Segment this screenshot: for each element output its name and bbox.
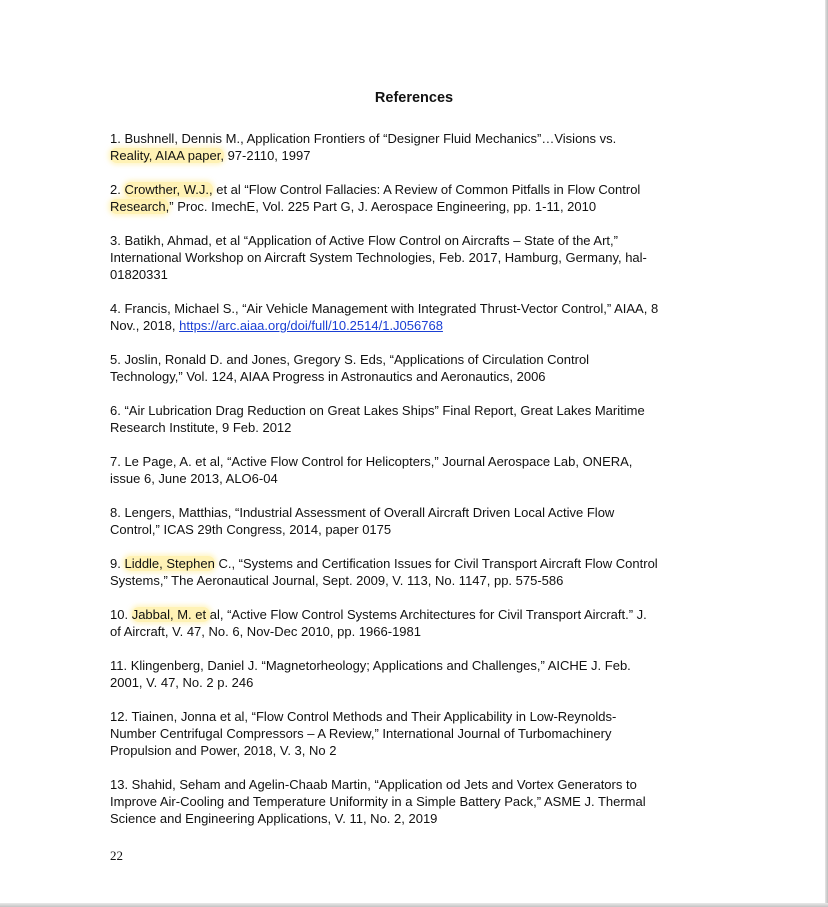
reference-1 [110, 130, 740, 164]
reference-6 [110, 402, 740, 436]
reference-8-line-1: 8. Lengers, Matthias, “Industrial Assessment of Overall Aircraft Driven Local Active Flow [110, 505, 615, 520]
reference-3-line-3: 01820331 [110, 267, 168, 282]
reference-1-line-1: 1. Bushnell, Dennis M., Application Frontiers of “Designer Fluid Mechanics”…Visions vs. [110, 131, 617, 146]
reference-13-line-2: Improve Air-Cooling and Temperature Uniformity in a Simple Battery Pack,” ASME J. Thermal [110, 794, 646, 809]
reference-11 [110, 657, 740, 691]
reference-3-line-1: 3. Batikh, Ahmad, et al “Application of Active Flow Control on Aircrafts – State of the Art,” [110, 233, 618, 248]
reference-1-line-2: Reality, AIAA paper, 97-2110, 1997 [110, 148, 311, 163]
reference-11-line-1: 11. Klingenberg, Daniel J. “Magnetorheology; Applications and Challenges,” AICHE J. Feb. [110, 658, 631, 673]
reference-13 [110, 776, 740, 827]
reference-list [110, 130, 740, 827]
reference-9-line-2: Systems,” The Aeronautical Journal, Sept. 2009, V. 113, No. 1147, pp. 575-586 [110, 573, 564, 588]
highlighter-mark: Crowther, W.J., [124, 182, 213, 197]
reference-6-line-2: Research Institute, 9 Feb. 2012 [110, 420, 292, 435]
page-edge-bottom [0, 903, 828, 907]
reference-4-line-2 [110, 317, 740, 334]
highlighter-mark: Liddle, Stephen [124, 556, 215, 571]
reference-7 [110, 453, 740, 487]
reference-12-line-2: Number Centrifugal Compressors – A Review,” International Journal of Turbomachinery [110, 726, 612, 741]
reference-12 [110, 708, 740, 759]
reference-10 [110, 606, 740, 640]
reference-11-line-2: 2001, V. 47, No. 2 p. 246 [110, 675, 254, 690]
reference-13-line-3: Science and Engineering Applications, V. 11, No. 2, 2019 [110, 811, 438, 826]
reference-2 [110, 181, 740, 215]
page-title: References [374, 90, 454, 106]
reference-12-line-3: Propulsion and Power, 2018, V. 3, No 2 [110, 743, 337, 758]
reference-5 [110, 351, 740, 385]
reference-10-line-2: of Aircraft, V. 47, No. 6, Nov-Dec 2010, pp. 1966-1981 [110, 624, 421, 639]
reference-8 [110, 504, 740, 538]
reference-4 [110, 300, 740, 334]
reference-4-line-2-prefix: Nov., 2018, [110, 318, 180, 333]
reference-2-line-1: 2. Crowther, W.J., et al “Flow Control Fallacies: A Review of Common Pitfalls in Flow Control [110, 182, 641, 197]
highlighter-mark: Reality, AIAA paper, [110, 148, 224, 163]
reference-2-line-2: Research,” Proc. ImechE, Vol. 225 Part G, J. Aerospace Engineering, pp. 1-11, 2010 [110, 199, 597, 214]
reference-7-line-2: issue 6, June 2013, ALO6-04 [110, 471, 278, 486]
doi-link[interactable]: https://arc.aiaa.org/doi/full/10.2514/1.J056768 [179, 318, 443, 333]
reference-9-line-1: 9. Liddle, Stephen C., “Systems and Certification Issues for Civil Transport Aircraft Flow Control [110, 556, 658, 571]
reference-8-line-2: Control,” ICAS 29th Congress, 2014, paper 0175 [110, 522, 392, 537]
reference-5-line-2: Technology,” Vol. 124, AIAA Progress in Astronautics and Aeronautics, 2006 [110, 369, 546, 384]
reference-4-line-1: 4. Francis, Michael S., “Air Vehicle Management with Integrated Thrust-Vector Control,” AIAA, 8 [110, 301, 659, 316]
reference-9 [110, 555, 740, 589]
reference-13-line-1: 13. Shahid, Seham and Agelin-Chaab Martin, “Application od Jets and Vortex Generators to [110, 777, 637, 792]
highlighter-mark: Jabbal, M. et [131, 607, 210, 622]
reference-3 [110, 232, 740, 283]
reference-5-line-1: 5. Joslin, Ronald D. and Jones, Gregory S. Eds, “Applications of Circulation Control [110, 352, 590, 367]
highlighter-mark: Research, [110, 199, 170, 214]
page-number: 22 [110, 848, 123, 863]
reference-12-line-1: 12. Tiainen, Jonna et al, “Flow Control Methods and Their Applicability in Low-Reynolds- [110, 709, 617, 724]
reference-6-line-1: 6. “Air Lubrication Drag Reduction on Great Lakes Ships” Final Report, Great Lakes Maritime [110, 403, 645, 418]
reference-7-line-1: 7. Le Page, A. et al, “Active Flow Control for Helicopters,” Journal Aerospace Lab, ONERA, [110, 454, 633, 469]
reference-10-line-1: 10. Jabbal, M. et al, “Active Flow Control Systems Architectures for Civil Transport Aircraft.” J. [110, 607, 647, 622]
reference-3-line-2: International Workshop on Aircraft System Technologies, Feb. 2017, Hamburg, Germany, hal- [110, 250, 647, 265]
